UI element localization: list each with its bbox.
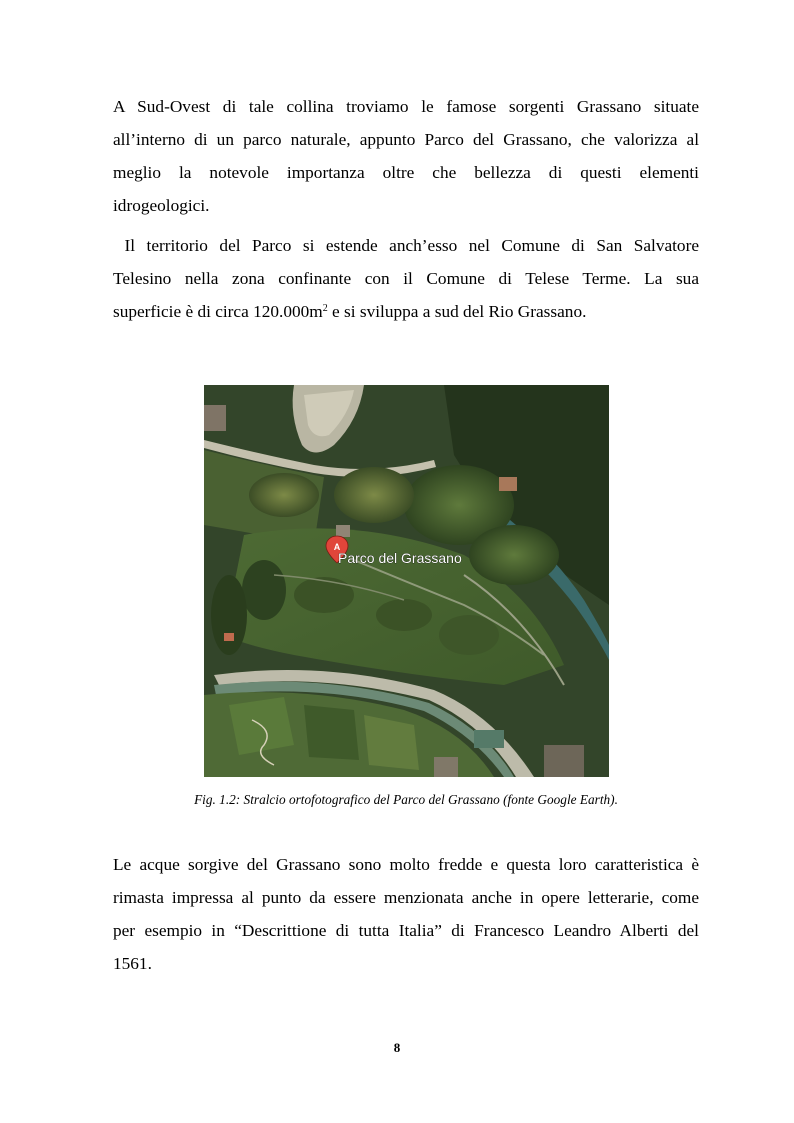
aerial-map-image bbox=[204, 385, 609, 777]
text-line: all’interno di un parco naturale, appunto Parco del Grassano, che valorizza al bbox=[113, 130, 699, 149]
paragraph-territory bbox=[113, 229, 699, 328]
map-place-label: Parco del Grassano bbox=[338, 550, 462, 566]
text-line: idrogeologici. bbox=[113, 196, 210, 215]
figure-caption: Fig. 1.2: Stralcio ortofotografico del Parco del Grassano (fonte Google Earth). bbox=[194, 792, 618, 807]
map-marker-letter: A bbox=[333, 542, 341, 552]
text-line: rimasta impressa al punto da essere menzionata anche in opere letterarie, come bbox=[113, 888, 699, 907]
text-line: 1561. bbox=[113, 954, 152, 973]
page-number: 8 bbox=[393, 1040, 401, 1055]
area-text-rest: e si sviluppa a sud del Rio Grassano. bbox=[327, 302, 587, 321]
text-line: Il territorio del Parco si estende anch’esso nel Comune di San Salvatore bbox=[113, 236, 699, 255]
text-line: Telesino nella zona confinante con il Comune di Telese Terme. La sua bbox=[113, 269, 699, 288]
superscript-exponent: 2 bbox=[322, 303, 328, 314]
text-line: meglio la notevole importanza oltre che bellezza di questi elementi bbox=[113, 163, 699, 182]
paragraph-springs bbox=[113, 848, 699, 980]
text-line: Le acque sorgive del Grassano sono molto fredde e questa loro caratteristica è bbox=[113, 855, 699, 874]
paragraph-intro bbox=[113, 90, 699, 222]
text-line-area bbox=[113, 295, 699, 328]
text-line: A Sud-Ovest di tale collina troviamo le famose sorgenti Grassano situate bbox=[113, 97, 699, 116]
area-text: superficie è di circa 120.000m bbox=[113, 302, 323, 321]
text-line: per esempio in “Descrittione di tutta Italia” di Francesco Leandro Alberti del bbox=[113, 921, 699, 940]
aerial-photo-figure bbox=[204, 385, 609, 777]
